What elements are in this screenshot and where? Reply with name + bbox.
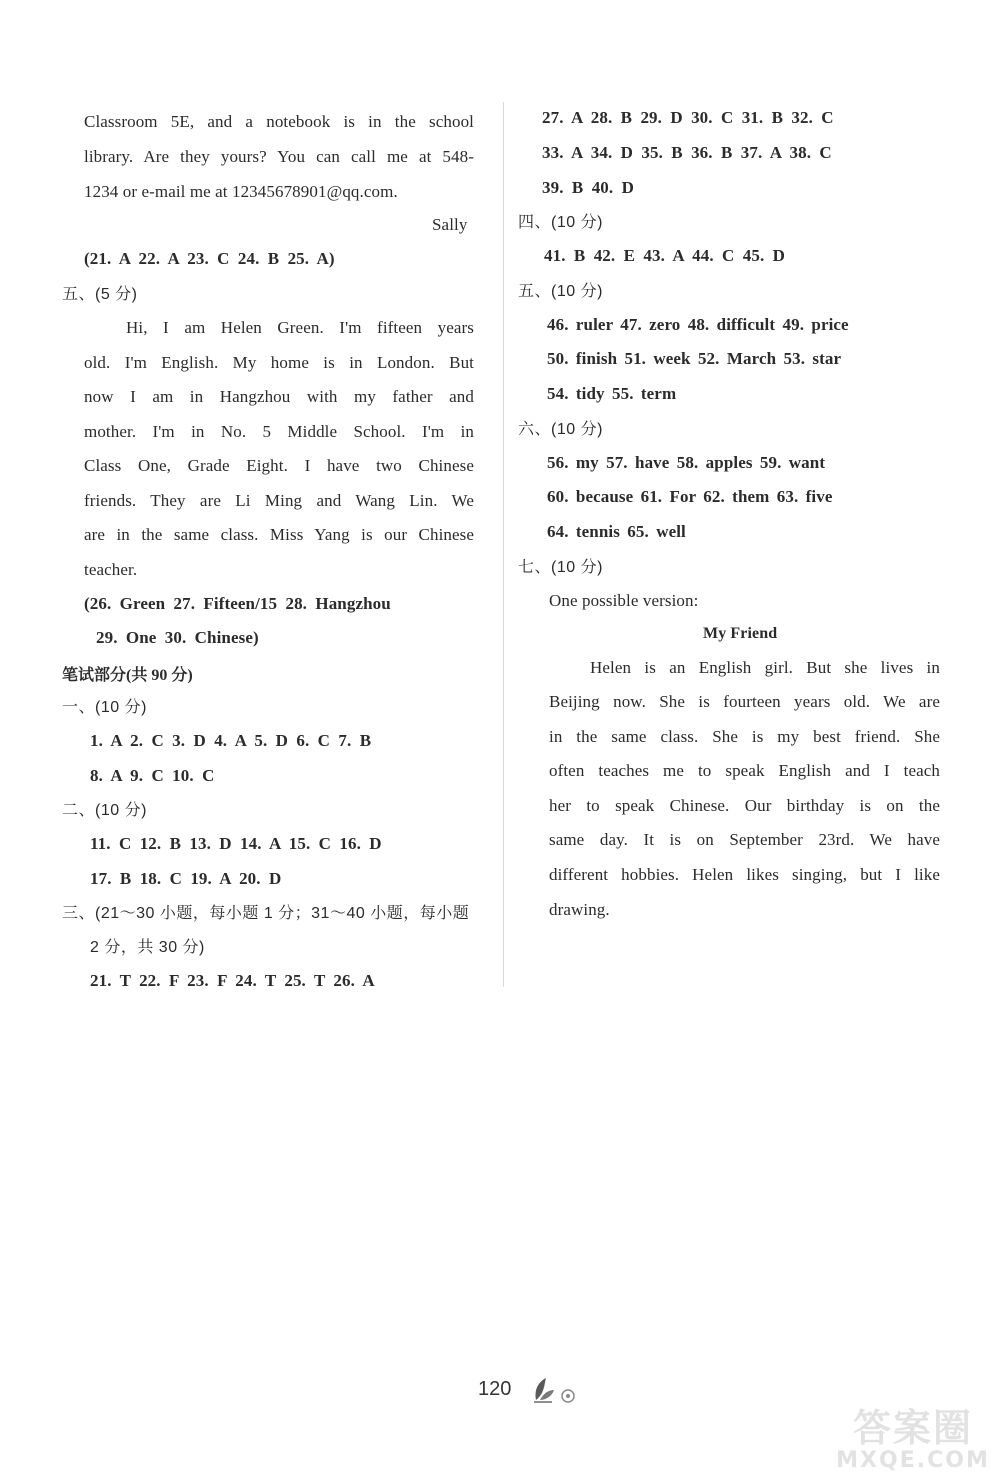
- part-1-answers-line-1: 1. A 2. C 3. D 4. A 5. D 6. C 7. B: [90, 731, 372, 750]
- part-3-answers-line-1: 21. T 22. F 23. F 24. T 25. T 26. A: [90, 971, 375, 990]
- part-7-heading: 七、(10 分): [518, 559, 603, 576]
- passage-line-6: friends. They are Li Ming and Wang Lin. We: [84, 491, 474, 510]
- answers-39-40: 39. B 40. D: [542, 178, 634, 197]
- answers-33-38: 33. A 34. D 35. B 36. B 37. A 38. C: [542, 143, 832, 162]
- answers-29-30: 29. One 30. Chinese): [96, 628, 259, 647]
- column-divider: [503, 102, 504, 987]
- page-number: 120: [478, 1378, 512, 1400]
- letter-line-3: 1234 or e-mail me at 12345678901@qq.com.: [84, 182, 398, 201]
- answers-26-28: (26. Green 27. Fifteen/15 28. Hangzhou: [84, 594, 391, 613]
- essay-line-8: drawing.: [549, 900, 610, 919]
- part-2-answers-line-1: 11. C 12. B 13. D 14. A 15. C 16. D: [90, 834, 382, 853]
- part-4-answers: 41. B 42. E 43. A 44. C 45. D: [544, 246, 786, 265]
- watermark: [830, 1408, 996, 1478]
- watermark-bottom-text: MXQE.COM: [836, 1448, 990, 1473]
- part-6-answers-line-3: 64. tennis 65. well: [547, 522, 686, 541]
- essay-line-7: different hobbies. Helen likes singing, but I like: [549, 865, 940, 884]
- part-1-answers-line-2: 8. A 9. C 10. C: [90, 766, 215, 785]
- part-3-heading-line-1: 三、(21～30 小题，每小题 1 分；31～40 小题，每小题: [62, 905, 470, 922]
- essay-line-6: same day. It is on September 23rd. We have: [549, 830, 940, 849]
- part-6-heading: 六、(10 分): [518, 421, 603, 438]
- part-5-answers-line-2: 50. finish 51. week 52. March 53. star: [547, 349, 842, 368]
- letter-line-2: library. Are they yours? You can call me at 548-: [84, 147, 474, 166]
- essay-title: My Friend: [703, 625, 778, 642]
- passage-line-1: Hi, I am Helen Green. I'm fifteen years: [126, 318, 474, 337]
- letter-signature: Sally: [432, 215, 468, 234]
- part-5-answers-line-1: 46. ruler 47. zero 48. difficult 49. price: [547, 315, 849, 334]
- leaf-logo-icon: [530, 1374, 582, 1404]
- part-5-answers-line-3: 54. tidy 55. term: [547, 384, 677, 403]
- part-6-answers-line-2: 60. because 61. For 62. them 63. five: [547, 487, 833, 506]
- letter-line-1: Classroom 5E, and a notebook is in the school: [84, 112, 474, 131]
- answers-27-32: 27. A 28. B 29. D 30. C 31. B 32. C: [542, 108, 834, 127]
- essay-line-5: her to speak Chinese. Our birthday is on the: [549, 796, 940, 815]
- section-5-heading: 五、(5 分): [62, 286, 138, 303]
- written-part-heading: 笔试部分(共 90 分): [62, 667, 193, 684]
- essay-line-3: in the same class. She is my best friend. She: [549, 727, 940, 746]
- watermark-top-text: 答案圈: [852, 1406, 973, 1450]
- passage-line-5: Class One, Grade Eight. I have two Chinese: [84, 456, 474, 475]
- answers-21-25: (21. A 22. A 23. C 24. B 25. A): [84, 249, 335, 268]
- passage-line-8: teacher.: [84, 560, 138, 579]
- version-label: One possible version:: [549, 591, 699, 610]
- part-6-answers-line-1: 56. my 57. have 58. apples 59. want: [547, 453, 826, 472]
- essay-line-1: Helen is an English girl. But she lives in: [590, 658, 940, 677]
- part-2-answers-line-2: 17. B 18. C 19. A 20. D: [90, 869, 282, 888]
- passage-line-2: old. I'm English. My home is in London. But: [84, 353, 474, 372]
- passage-line-3: now I am in Hangzhou with my father and: [84, 387, 474, 406]
- part-5-heading: 五、(10 分): [518, 283, 603, 300]
- part-2-heading: 二、(10 分): [62, 802, 147, 819]
- essay-line-2: Beijing now. She is fourteen years old. We are: [549, 692, 940, 711]
- part-3-heading-line-2: 2 分，共 30 分): [90, 939, 205, 956]
- passage-line-7: are in the same class. Miss Yang is our Chinese: [84, 525, 474, 544]
- passage-line-4: mother. I'm in No. 5 Middle School. I'm in: [84, 422, 474, 441]
- part-4-heading: 四、(10 分): [518, 214, 603, 231]
- part-1-heading: 一、(10 分): [62, 699, 147, 716]
- essay-line-4: often teaches me to speak English and I teach: [549, 761, 940, 780]
